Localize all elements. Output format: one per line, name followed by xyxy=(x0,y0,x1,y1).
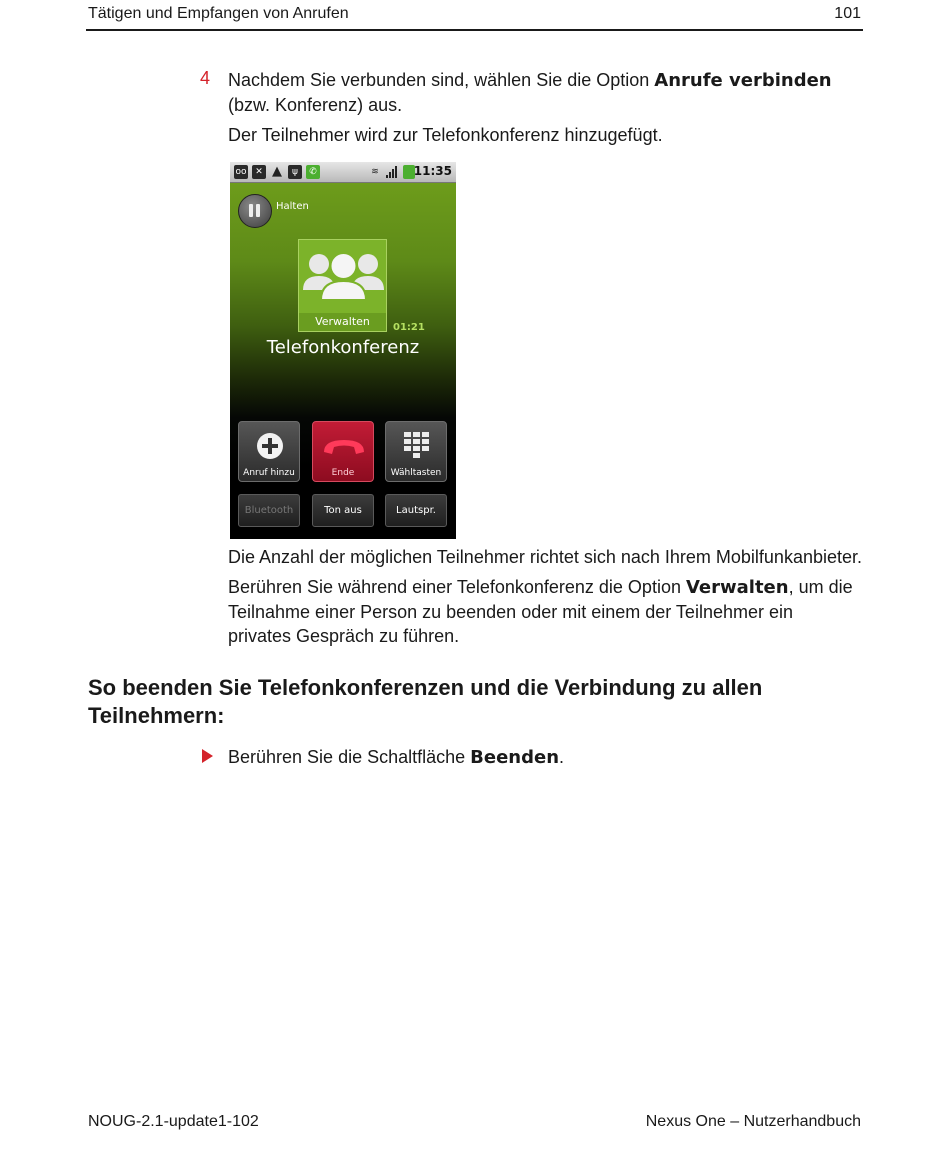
hang-up-icon xyxy=(322,436,366,458)
bullet-text-before: Berühren Sie die Schaltfläche xyxy=(228,747,471,767)
usb-icon: ψ xyxy=(288,165,302,179)
bullet-option-name: Beenden xyxy=(470,747,560,768)
header-rule xyxy=(86,29,863,31)
dialpad-icon xyxy=(403,431,431,459)
group-people-icon xyxy=(299,246,388,310)
signal-icon xyxy=(385,165,399,179)
wifi-icon: ≋ xyxy=(371,167,379,177)
status-bar xyxy=(230,162,456,183)
status-time: 11:35 xyxy=(413,164,452,178)
mute-button[interactable]: Ton aus xyxy=(312,494,374,527)
add-call-button[interactable] xyxy=(238,421,300,482)
voicemail-icon: oo xyxy=(235,167,247,177)
step-text-before: Nachdem Sie verbunden sind, wählen Sie die Option xyxy=(228,70,655,90)
end-call-label: Ende xyxy=(331,468,355,478)
missed-call-icon: ✕ xyxy=(252,165,266,179)
call-screen xyxy=(230,183,456,539)
speaker-button[interactable]: Lautspr. xyxy=(385,494,447,527)
call-active-icon: ✆ xyxy=(306,165,320,179)
add-icon xyxy=(256,432,284,460)
manage-note xyxy=(228,575,853,648)
step-number: 4 xyxy=(200,68,211,88)
bullet-arrow-icon xyxy=(202,749,213,763)
page-number: 101 xyxy=(834,5,861,22)
running-header-title: Tätigen und Empfangen von Anrufen xyxy=(88,5,349,22)
manage-note-option: Verwalten xyxy=(685,577,789,598)
manage-conference-button[interactable] xyxy=(298,239,387,332)
call-title: Telefonkonferenz xyxy=(266,337,420,358)
bluetooth-button[interactable]: Bluetooth xyxy=(238,494,300,527)
end-call-button[interactable] xyxy=(312,421,374,482)
bullet-instruction xyxy=(228,745,858,770)
step-result: Der Teilnehmer wird zur Telefonkonferenz hinzugefügt. xyxy=(228,125,663,145)
step-instruction xyxy=(228,68,858,117)
dialpad-button[interactable] xyxy=(385,421,447,482)
manage-label: Verwalten xyxy=(299,313,386,331)
warning-icon: ▲ xyxy=(272,164,282,179)
manage-note-after: , um die Teilnahme einer Person zu beenden oder mit einem der Teilnehmer ein privates Gespräch zu führen. xyxy=(228,577,853,646)
dialpad-label: Wähltasten xyxy=(390,468,442,478)
manage-note-before: Berühren Sie während einer Telefonkonferenz die Option xyxy=(228,577,686,597)
hold-button[interactable] xyxy=(238,194,272,228)
bullet-text-after: . xyxy=(559,747,565,767)
call-timer: 01:21 xyxy=(393,322,425,333)
footer-doc-id: NOUG-2.1-update1-102 xyxy=(88,1113,259,1130)
section-heading: So beenden Sie Telefonkonferenzen und die Verbindung zu allen Teilnehmern: xyxy=(88,675,763,728)
phone-screenshot xyxy=(230,162,456,539)
step-text-after: (bzw. Konferenz) aus. xyxy=(228,95,403,115)
footer-manual-title: Nexus One – Nutzerhandbuch xyxy=(645,1113,861,1130)
hold-label: Halten xyxy=(276,201,309,212)
step-option-name: Anrufe verbinden xyxy=(654,70,832,91)
participants-note: Die Anzahl der möglichen Teilnehmer richtet sich nach Ihrem Mobilfunkanbieter. xyxy=(228,547,862,567)
add-call-label: Anruf hinzu xyxy=(243,468,295,478)
